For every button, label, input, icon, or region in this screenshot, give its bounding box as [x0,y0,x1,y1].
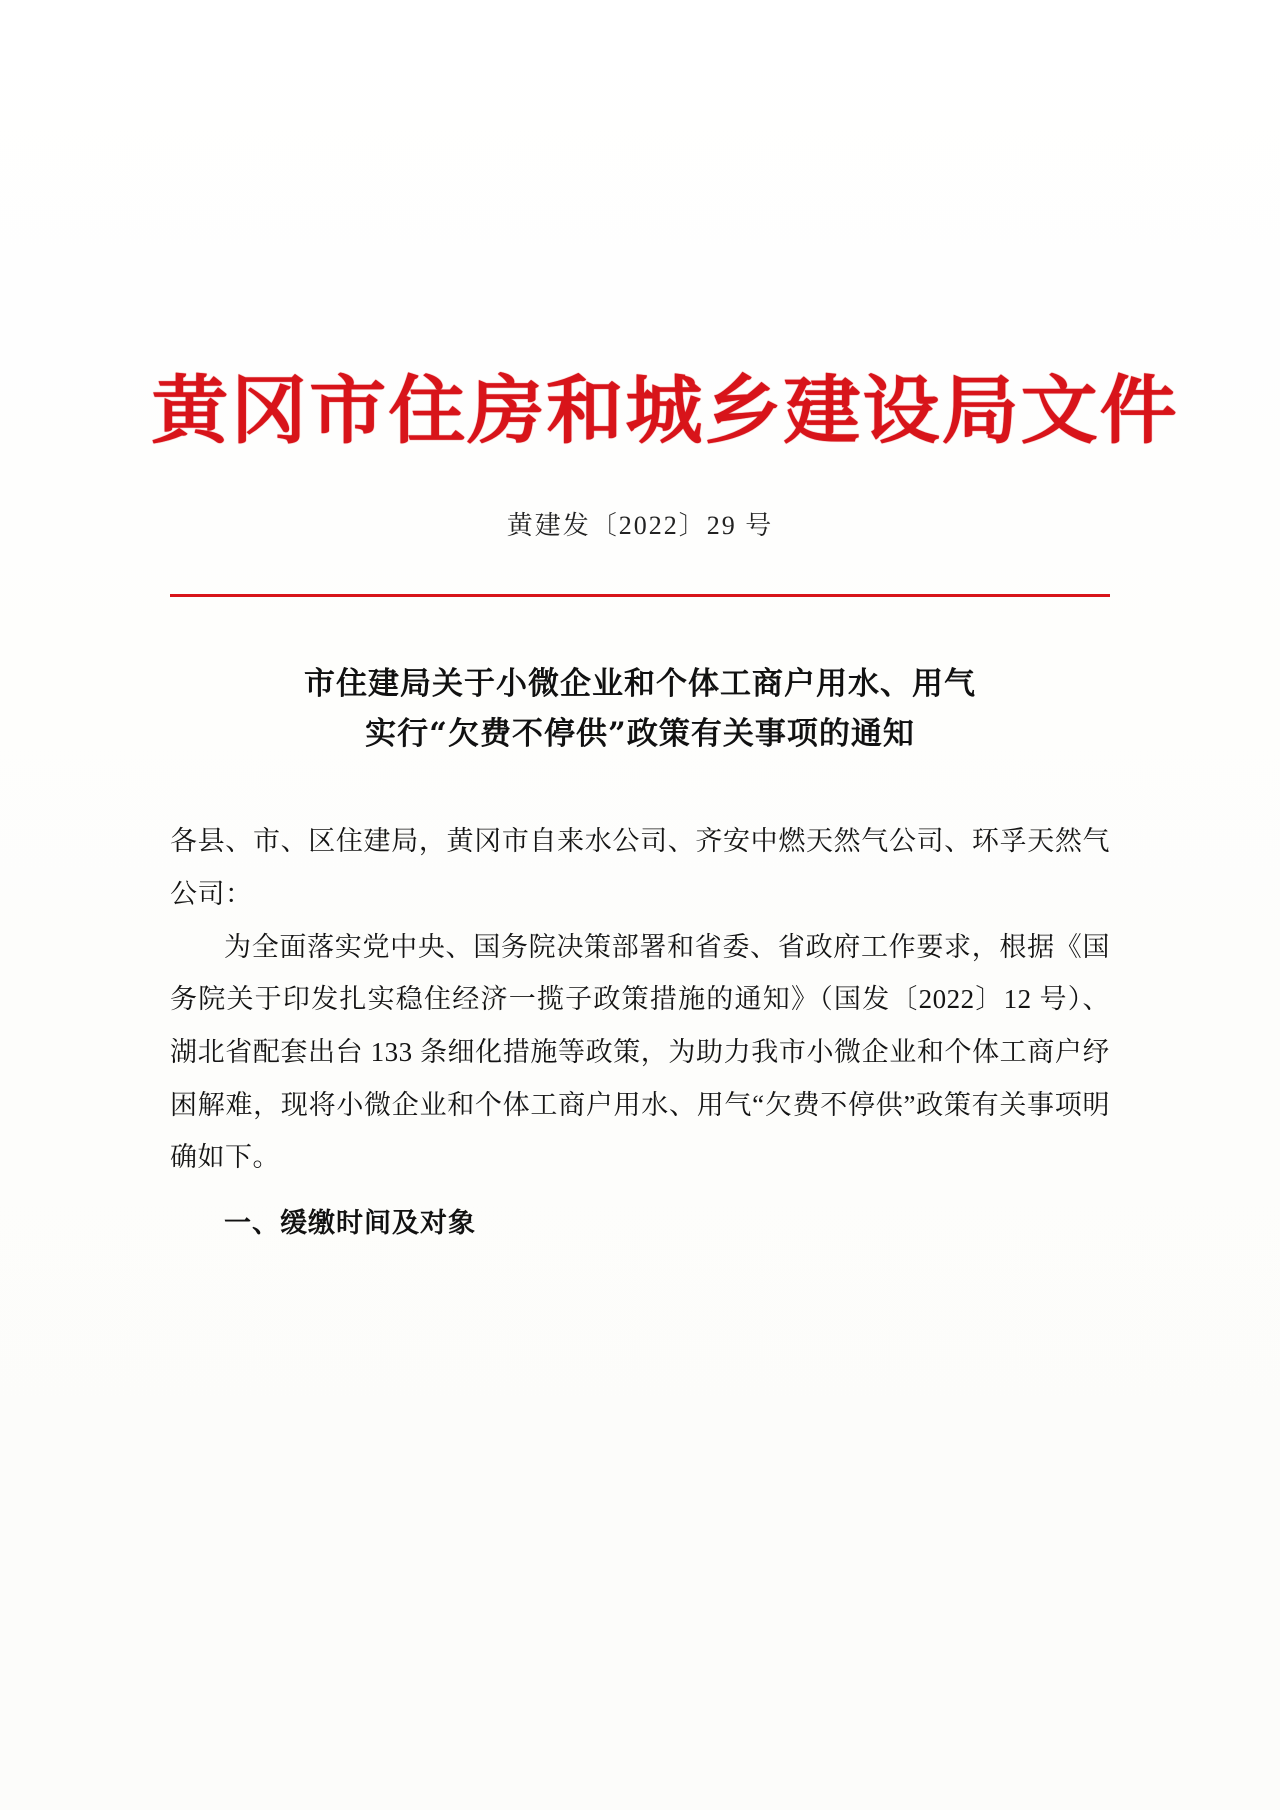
recipients-paragraph: 各县、市、区住建局，黄冈市自来水公司、齐安中燃天然气公司、环孚天然气公司： [170,826,1110,909]
document-content [151,0,1179,1250]
section-heading-1: 一、缓缴时间及对象 [224,1207,476,1239]
document-title-line-2: 实行“欠费不停供”政策有关事项的通知 [365,716,915,753]
body-paragraph-1: 为全面落实党中央、国务院决策部署和省委、省政府工作要求，根据《国务院关于印发扎实稳住经济一揽子政策措施的通知》（国发〔2022〕12 号）、湖北省配套出台 133 条细化措施等政策，为助力我市小微企业和个体工商户纾困解难，现将小微企业和个体工商户用水、用气“欠费不停供”政策有关事项明确如下。 [170,931,1110,1173]
document-body [170,815,1110,1250]
document-masthead: 黄冈市住房和城乡建设局文件 [151,368,1179,454]
red-divider-rule [170,594,1110,597]
document-title-line-1: 市住建局关于小微企业和个体工商户用水、用气 [304,665,976,702]
document-number: 黄建发〔2022〕29 号 [506,510,774,540]
document-title [170,659,1110,759]
